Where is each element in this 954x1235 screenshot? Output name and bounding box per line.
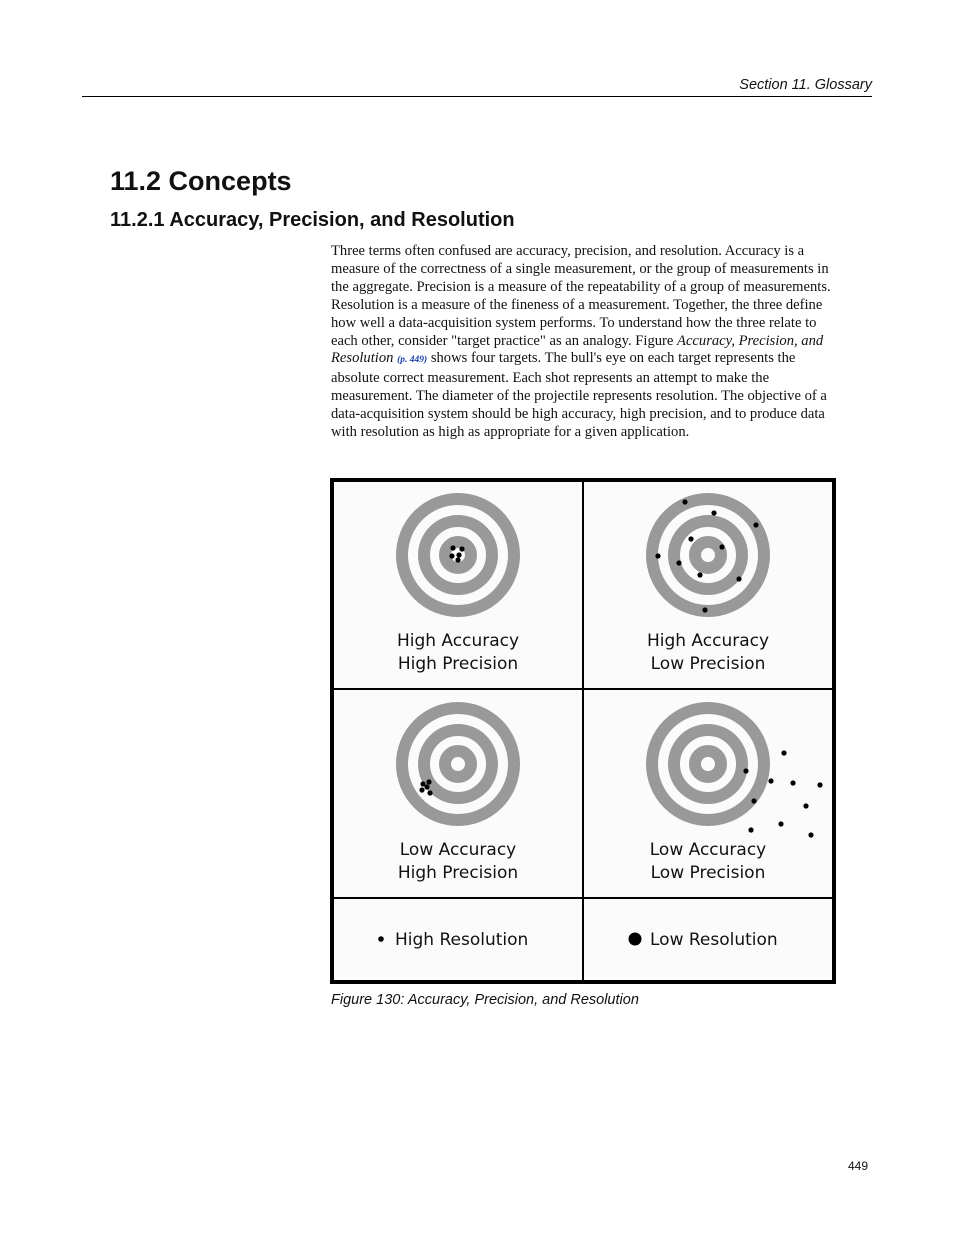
high-resolution-label: High Resolution xyxy=(395,930,529,950)
figure-reference-title[interactable]: Accuracy, Precision, and Resolution xyxy=(331,332,824,367)
panel-label-line1: Low Accuracy xyxy=(649,840,767,860)
target-high-accuracy-low-precision xyxy=(647,499,769,674)
panel-label-line1: Low Accuracy xyxy=(399,840,517,860)
shot xyxy=(682,499,687,504)
shot xyxy=(688,536,693,541)
shot xyxy=(790,780,795,785)
shot xyxy=(424,784,429,789)
shot xyxy=(455,557,460,562)
panel-label-line2: Low Precision xyxy=(650,654,766,674)
shot xyxy=(711,510,716,515)
shot xyxy=(449,553,454,558)
shot xyxy=(748,827,753,832)
accuracy-precision-figure xyxy=(330,478,836,984)
panel-label-line2: High Precision xyxy=(397,654,519,674)
shot xyxy=(697,572,702,577)
shot xyxy=(736,576,741,581)
panel-label-line1: High Accuracy xyxy=(646,631,770,651)
shot xyxy=(768,778,773,783)
body-paragraph xyxy=(331,243,843,442)
low-resolution-label: Low Resolution xyxy=(650,930,778,950)
target-bullseye xyxy=(445,751,471,777)
shot xyxy=(719,544,724,549)
shot xyxy=(803,803,808,808)
body-text-end: shows four targets. The bull's eye on each target represents the absolute correct measurement. Each shot represents an attempt to make the measurement. The diameter of the projectile represents resolution. The objective of a data-acquisition system should be high accuracy, high precision, and to produce data with resolution as high as appropriate for a given application. xyxy=(331,350,827,441)
figure-caption: Figure 130: Accuracy, Precision, and Resolution xyxy=(331,992,639,1008)
panel-label-line2: Low Precision xyxy=(650,863,766,883)
large-dot-icon xyxy=(629,933,642,946)
target-high-accuracy-high-precision xyxy=(397,499,519,674)
small-dot-icon xyxy=(378,936,384,942)
shot xyxy=(419,787,424,792)
shot xyxy=(427,790,432,795)
running-header: Section 11. Glossary xyxy=(82,76,872,97)
shot xyxy=(655,553,660,558)
page-number: 449 xyxy=(848,1159,869,1173)
shot xyxy=(456,552,461,557)
target-low-accuracy-low-precision xyxy=(650,708,823,883)
shot xyxy=(781,750,786,755)
body-text-start: Three terms often confused are accuracy, precision, and resolution. Accuracy is a measure of the correctness of a single measurement, or the group of measurements in the aggregate. Precision is a measure of the repeatability of a group of measurements. Resolution is a measure of the fineness of a measurement. Together, the three define how well a data-acquisition system performs. To understand how the three relate to each other, consider "target practice" as an analogy. Figure xyxy=(331,243,831,349)
shot xyxy=(743,768,748,773)
figure-graphic xyxy=(334,482,832,980)
shot xyxy=(753,522,758,527)
shot xyxy=(817,782,822,787)
panel-label-line1: High Accuracy xyxy=(396,631,520,651)
target-low-accuracy-high-precision xyxy=(398,708,518,883)
subsection-title: 11.2.1 Accuracy, Precision, and Resolution xyxy=(110,209,515,231)
target-ring-middle xyxy=(674,521,742,589)
shot xyxy=(676,560,681,565)
shot xyxy=(450,545,455,550)
shot xyxy=(459,546,464,551)
panel-label-line2: High Precision xyxy=(397,863,519,883)
section-title: 11.2 Concepts xyxy=(110,166,292,196)
shot xyxy=(778,821,783,826)
shot xyxy=(808,832,813,837)
target-bullseye xyxy=(695,751,721,777)
target-bullseye xyxy=(695,542,721,568)
shot xyxy=(702,607,707,612)
target-ring-middle xyxy=(424,730,492,798)
shot xyxy=(751,798,756,803)
shot xyxy=(426,779,431,784)
resolution-legend xyxy=(378,930,778,950)
target-ring-middle xyxy=(674,730,742,798)
figure-page-link[interactable]: (p. 449) xyxy=(397,355,428,366)
